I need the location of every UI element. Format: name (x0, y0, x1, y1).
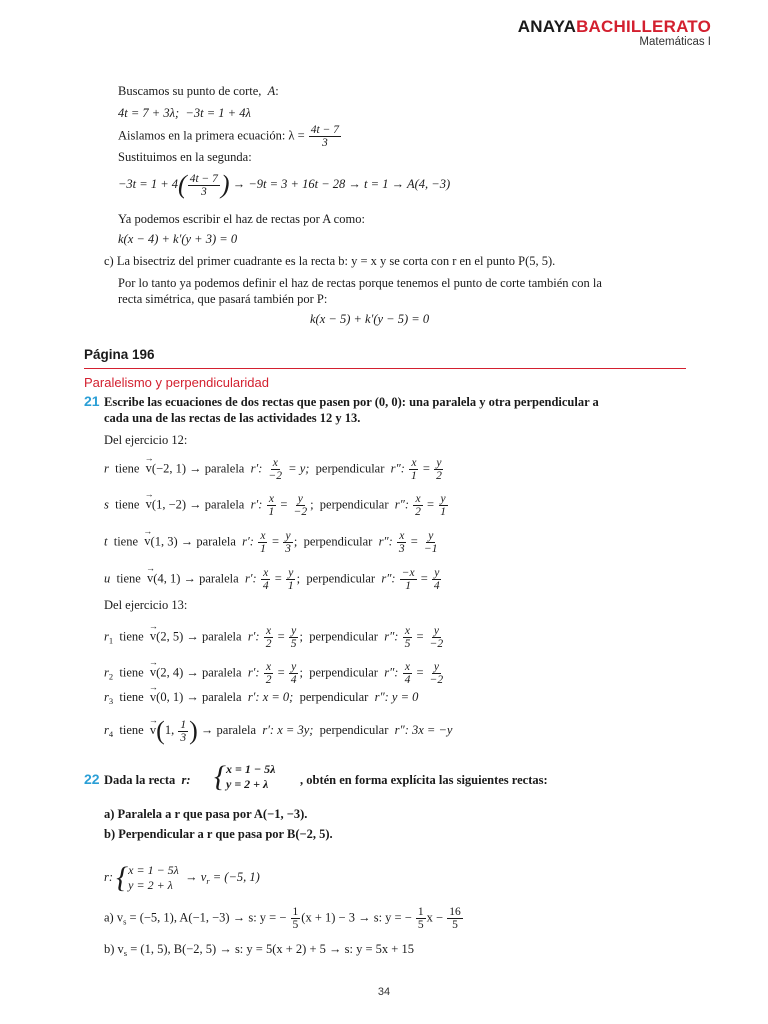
brand-anaya: ANAYA (517, 17, 577, 36)
equation: k(x − 5) + k′(y − 5) = 0 (310, 312, 430, 326)
exercise-part: b) Perpendicular a r que pasa por B(−2, 5). (104, 827, 333, 841)
vector-row: r tiene → v(−2, 1) → paralela r′: $\frac{x}{-2}$ = y; perpendicular r″: $\frac{x}{1}$ = $\frac{y}{2}$ (104, 457, 445, 482)
subheading: Del ejercicio 13: (104, 598, 188, 612)
vector-row: $r_4$ tiene → v(1, $\frac{1}{3}$ ) → paralela r′: x = 3y; perpendicular r″: 3x = −y (104, 718, 452, 744)
vector-row: s tiene → v(1, −2) → paralela r′: $\frac{x}{1}$ = $\frac{y}{-2}$ ; perpendicular r″: $\frac{x}{2}$ = $\frac{y}{1}$ (104, 493, 449, 518)
equation: 4t = 7 + 3λ; −3t = 1 + 4λ (118, 106, 251, 120)
exercise-number: 21 (84, 393, 100, 409)
book-subtitle: Matemáticas I (639, 36, 711, 48)
brand-logo (518, 17, 711, 37)
vector-row: $r_1$ tiene → v(2, 5) → paralela r′: $\frac{x}{2}$ = $\frac{y}{5}$ ; perpendicular r″: $\frac{x}{5}$ = $\frac{y}{-2}$ (104, 625, 446, 650)
brand-bachillerato: BACHILLERATO (576, 17, 711, 36)
section-divider (84, 368, 686, 369)
vector-row: u tiene → v(4, 1) → paralela r′: $\frac{x}{4}$ = $\frac{y}{1}$ ; perpendicular r″: $\frac{-x}{1}$ = $\frac{y}{4}$ (104, 567, 443, 592)
exercise-part: a) Paralela a r que pasa por A(−1, −3). (104, 807, 308, 821)
text-line: Sustituimos en la segunda: (118, 150, 252, 164)
text-line: Aislamos en la primera ecuación: λ = $\frac{4t - 7}{3}$ (118, 124, 340, 149)
subheading: Del ejercicio 12: (104, 433, 188, 447)
vector-row: t tiene → v(1, 3) → paralela r′: $\frac{x}{1}$ = $\frac{y}{3}$ ; perpendicular r″: $\frac{x}{3}$ = $\frac{y}{-1}$ (104, 530, 441, 555)
equation: k(x − 4) + k′(y + 3) = 0 (118, 232, 238, 246)
solution-line: a) $v_s = (-5$, 1), A(−1, −3) → s: y = − $\frac{1}{5}$ (x + 1) − 3 → s: y = − $\frac{1}{5}$ x − $\frac{16}{5}$ (104, 906, 461, 931)
exercise-statement: Dada la recta r: (104, 773, 191, 787)
section-title: Paralelismo y perpendicularidad (84, 375, 269, 390)
page-number: 34 (377, 986, 391, 998)
page-title: Página 196 (84, 347, 155, 362)
parametric-system: r: { x = 1 − 5λ y = 2 + λ → $v_r = (-5$, 1) (104, 861, 260, 894)
text-line: Ya podemos escribir el haz de rectas por A como: (118, 212, 365, 226)
equation: −3t = 1 + 4( $\frac{4t - 7}{3}$ ) → −9t = 3 + 16t − 28 → t = 1 → A(4, −3) (118, 170, 451, 199)
vector-row: $r_3$ tiene → v(0, 1) → paralela r′: x = 0; perpendicular r″: y = 0 (104, 690, 418, 709)
text-line: Por lo tanto ya podemos definir el haz de rectas porque tenemos el punto de corte también con la (118, 276, 602, 290)
exercise-statement: , obtén en forma explícita las siguientes rectas: (300, 773, 548, 787)
vector-row: $r_2$ tiene → v(2, 4) → paralela r′: $\frac{x}{2}$ = $\frac{y}{4}$ ; perpendicular r″: $\frac{x}{4}$ = $\frac{y}{-2}$ (104, 661, 446, 686)
exercise-number: 22 (84, 771, 100, 787)
exercise-statement: Escribe las ecuaciones de dos rectas que pasen por (0, 0): una paralela y otra perpendicular a (104, 395, 599, 409)
text-line: recta simétrica, que pasará también por P: (118, 292, 328, 306)
parametric-system: { x = 1 − 5λ y = 2 + λ (214, 760, 276, 793)
text-line: c) La bisectriz del primer cuadrante es la recta b: y = x y se corta con r en el punto P(5, 5). (104, 254, 556, 268)
solution-line: b) $v_s = (1$, 5), B(−2, 5) → s: y = 5(x + 2) + 5 → s: y = 5x + 15 (104, 942, 414, 958)
text-line: Buscamos su punto de corte, A: (118, 84, 279, 98)
exercise-statement: cada una de las rectas de las actividades 12 y 13. (104, 411, 361, 425)
